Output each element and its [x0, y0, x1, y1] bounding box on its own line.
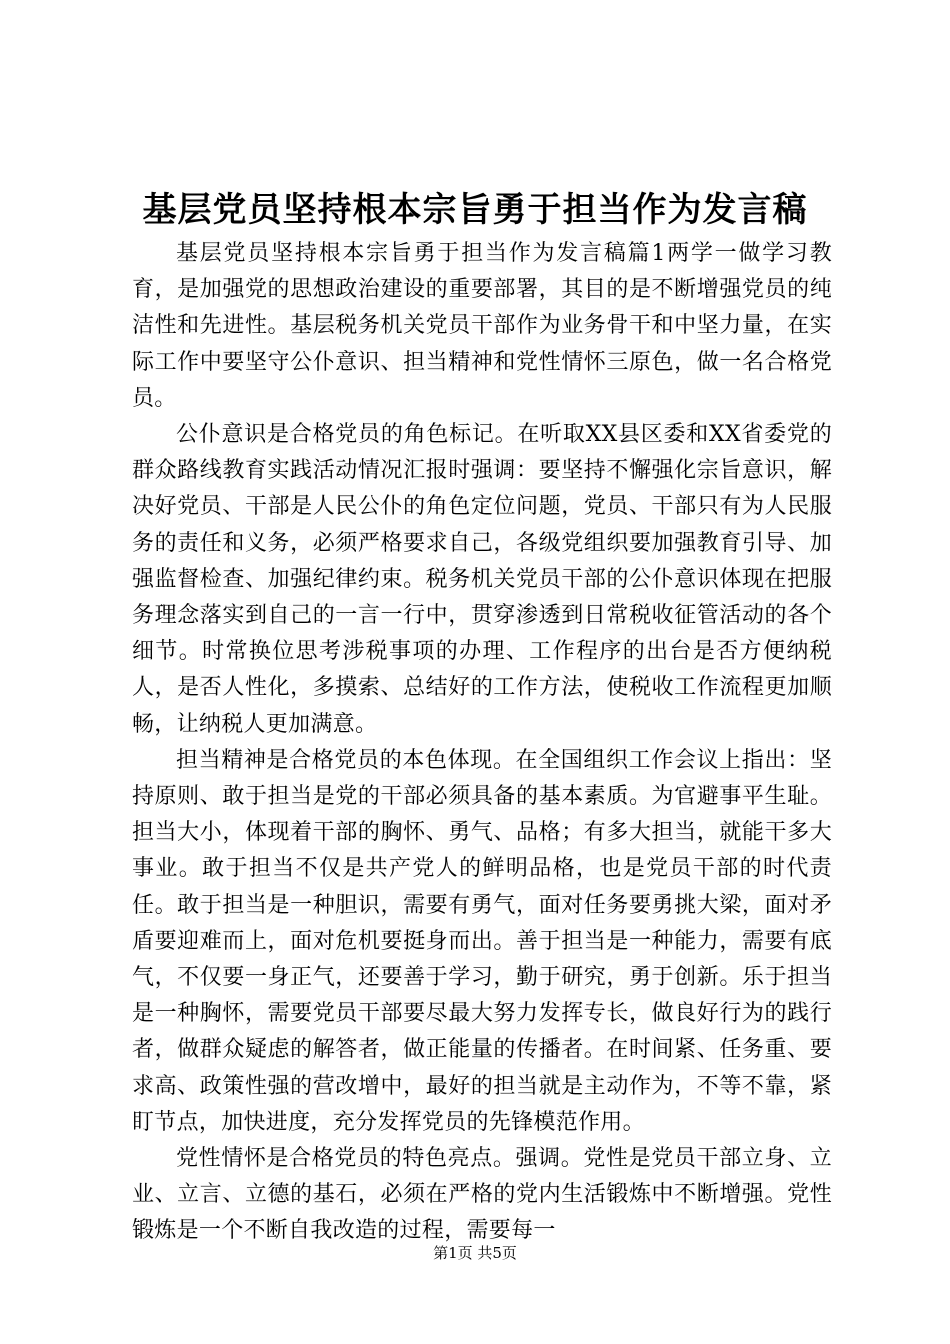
paragraph-party-spirit: 党性情怀是合格党员的特色亮点。强调。党性是党员干部立身、立业、立言、立德的基石，必须在严格的党内生活锻炼中不断增强。党性锻炼是一个不断自我改造的过程，需要每一	[132, 1146, 832, 1244]
paragraph-responsibility: 担当精神是合格党员的本色体现。在全国组织工作会议上指出：坚持原则、敢于担当是党的干部必须具备的基本素质。为官避事平生耻。担当大小，体现着干部的胸怀、勇气、品格；有多大担当，就能干多大事业。敢于担当不仅是共产党人的鲜明品格，也是党员干部的时代责任。敢于担当是一种胆识，需要有勇气，面对任务要勇挑大梁，面对矛盾要迎难而上，面对危机要挺身而出。善于担当是一种能力，需要有底气，不仅要一身正气，还要善于学习，勤于研究，勇于创新。乐于担当是一种胸怀，需要党员干部要尽最大努力发挥专长，做良好行为的践行者，做群众疑虑的解答者，做正能量的传播者。在时间紧、任务重、要求高、政策性强的营改增中，最好的担当就是主动作为，不等不靠，紧盯节点，加快进度，充分发挥党员的先锋模范作用。	[132, 747, 832, 1135]
document-title: 基层党员坚持根本宗旨勇于担当作为发言稿	[142, 190, 808, 230]
paragraph-public-servant: 公仆意识是合格党员的角色标记。在听取XX县区委和XX省委党的群众路线教育实践活动情况汇报时强调：要坚持不懈强化宗旨意识，解决好党员、干部是人民公仆的角色定位问题，党员、干部只有为人民服务的责任和义务，必须严格要求自己，各级党组织要加强教育引导、加强监督检查、加强纪律约束。税务机关党员干部的公仆意识体现在把服务理念落实到自己的一言一行中，贯穿渗透到日常税收征管活动的各个细节。时常换位思考涉税事项的办理、工作程序的出台是否方便纳税人，是否人性化，多摸索、总结好的工作方法，使税收工作流程更加顺畅，让纳税人更加满意。	[132, 422, 832, 737]
paragraph-intro: 基层党员坚持根本宗旨勇于担当作为发言稿篇1两学一做学习教育，是加强党的思想政治建设的重要部署，其目的是不断增强党员的纯洁性和先进性。基层税务机关党员干部作为业务骨干和中坚力量，在实际工作中要坚守公仆意识、担当精神和党性情怀三原色，做一名合格党员。	[132, 241, 832, 411]
document-body	[132, 236, 832, 1250]
page-footer: 第1页 共5页	[433, 1244, 517, 1262]
